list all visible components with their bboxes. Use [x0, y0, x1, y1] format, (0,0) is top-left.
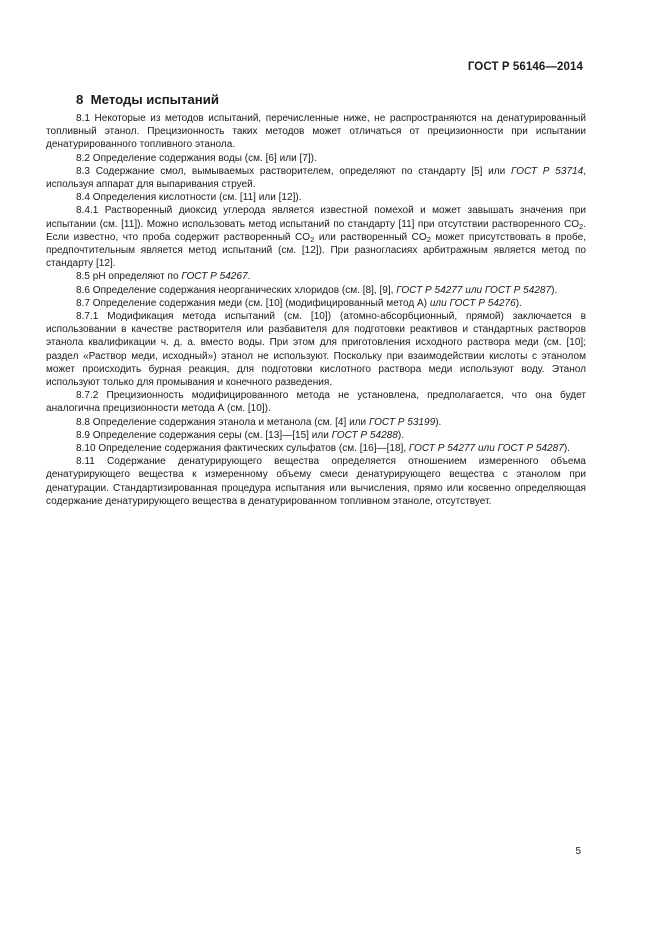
- paragraph-8-7-2: [46, 389, 586, 415]
- paragraph-text: 8.6 Определение содержания неорганических хлоридов (см. [8], [9],: [76, 284, 397, 296]
- standard-reference: ГОСТ Р 54277 или ГОСТ Р 54287: [408, 443, 564, 455]
- standard-reference: ГОСТ Р 53199: [368, 416, 436, 428]
- paragraph-text: 8.7.2 Прецизионность модифицированного метода не установлена, предполагается, что она будет аналогична прецизионности метода А (см. [10]).: [46, 390, 586, 415]
- paragraph-8-2: [46, 152, 586, 165]
- paragraph-text: 8.4 Определения кислотности (см. [11] или [12]).: [76, 192, 302, 204]
- paragraph-text: . Если известно, что проба содержит растворенный CO: [46, 218, 586, 243]
- paragraph-8-5: [46, 270, 586, 283]
- paragraph-8-4: [46, 191, 586, 204]
- paragraph-text: 8.11 Содержание денатурирующего вещества определяется отношением измеренного объема денатурирующего вещества к измеренному объему смеси денатурирующего вещества с этанолом при денатурации. Стандартизированная процедура испытания или вычисления, прямо или косвенно определяющая содержание денатурирующего вещества в денатурированном топливном этаноле, отсутствует.: [46, 456, 586, 507]
- paragraph-8-9: [46, 429, 586, 442]
- paragraph-8-8: [46, 416, 586, 429]
- standard-reference: ГОСТ Р 54277 или ГОСТ Р 54287: [396, 284, 552, 296]
- subscript: 2: [579, 221, 584, 231]
- paragraph-8-3: [46, 165, 586, 191]
- paragraph-text: ).: [551, 284, 558, 296]
- paragraph-text: 8.5 pH определяют по: [76, 271, 182, 283]
- paragraph-text: 8.3 Содержание смол, вымываемых растворителем, определяют по стандарту [5] или: [76, 165, 512, 177]
- paragraph-text: ).: [397, 429, 404, 441]
- paragraph-text: 8.8 Определение содержания этанола и метанола (см. [4] или: [76, 416, 369, 428]
- paragraph-8-4-1: [46, 204, 586, 270]
- page-number: 5: [575, 846, 581, 857]
- subscript: 2: [310, 234, 315, 244]
- paragraph-text: ).: [515, 297, 522, 309]
- standard-reference: ГОСТ Р 53714: [511, 165, 584, 177]
- paragraph-8-7: [46, 297, 586, 310]
- paragraph-text: .: [247, 271, 251, 283]
- paragraph-text: 8.4.1 Растворенный диоксид углерода является известной помехой и может завышать значения при испытании (см. [11]). Можно использовать метод испытаний по стандарту [11] при отсутствии растворенного CO: [46, 205, 586, 230]
- paragraph-text: 8.1 Некоторые из методов испытаний, перечисленные ниже, не распространяются на денатурированный топливный этанол. Прецизионность таких методов может отличаться от прецизионности при испытании денатурированного топливного этанола.: [46, 113, 586, 151]
- paragraph-text: 8.2 Определение содержания воды (см. [6] или [7]).: [76, 152, 317, 164]
- section-heading: [76, 92, 219, 107]
- document-header-standard: ГОСТ Р 56146—2014: [467, 61, 583, 73]
- paragraph-text: 8.7.1 Модификация метода испытаний (см. [10]) (атомно-абсорбционный, прямой) заключается в использовании в качестве растворителя или разбавителя для подготовки реактивов и стандартных растворов этанола квалификации ч. д. а. вместо воды. При этом для приготовления исходного раствора меди (см. [10]; раздел «Раствор меди, исходный») этанол не используют. Поскольку при взаимодействии кислоты с этанолом может происходить бурная реакция, для подготовки кислотного раствора меди используют воду. Этанол используют только для промывания и конечного разведения.: [46, 311, 586, 389]
- section-body: [46, 112, 586, 508]
- standard-reference: или ГОСТ Р 54276: [429, 297, 516, 309]
- paragraph-text: или растворенный CO: [314, 231, 427, 243]
- paragraph-8-10: [46, 442, 586, 455]
- paragraph-text: ).: [435, 416, 442, 428]
- section-number: 8: [76, 92, 84, 107]
- paragraph-8-1: [46, 112, 586, 152]
- paragraph-8-6: [46, 284, 586, 297]
- paragraph-text: , используя аппарат для выпаривания струей.: [46, 165, 587, 191]
- paragraph-text: 8.10 Определение содержания фактических сульфатов (см. [16]—[18],: [76, 443, 409, 455]
- paragraph-text: 8.7 Определение содержания меди (см. [10] (модифицированный метод А): [76, 297, 430, 309]
- standard-reference: ГОСТ Р 54267: [181, 271, 248, 283]
- paragraph-8-11: [46, 455, 586, 508]
- paragraph-text: ).: [563, 443, 570, 455]
- section-title: Методы испытаний: [90, 92, 219, 107]
- standard-reference: ГОСТ Р 54288: [331, 429, 398, 441]
- paragraph-text: 8.9 Определение содержания серы (см. [13]—[15] или: [76, 429, 332, 441]
- subscript: 2: [426, 234, 431, 244]
- paragraph-8-7-1: [46, 310, 586, 389]
- paragraph-text: может присутствовать в пробе, предпочтительным является метод испытаний (см. [12]). При разногласиях арбитражным является метод по стандарту [12].: [46, 231, 586, 270]
